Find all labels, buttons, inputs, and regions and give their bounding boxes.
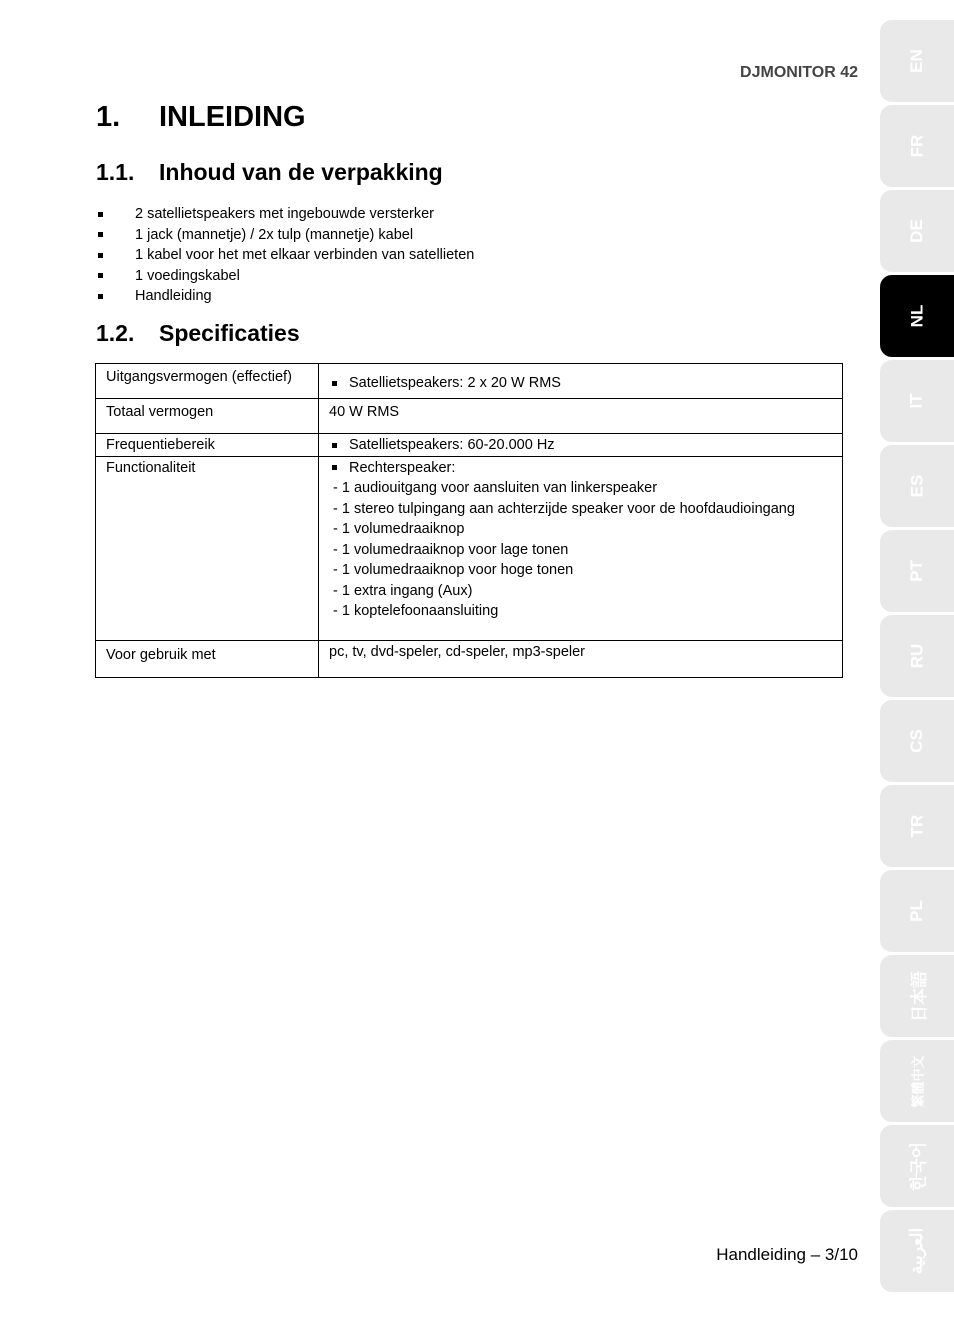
tab-label: ES <box>907 474 926 498</box>
tab-label: العربية <box>907 1227 926 1275</box>
tab-pt[interactable] <box>880 530 954 612</box>
subsection-title: Inhoud van de verpakking <box>159 159 443 185</box>
list-item-text: Handleiding <box>135 288 212 305</box>
tab-label: CS <box>907 729 926 753</box>
spec-label: Totaal vermogen <box>96 399 319 434</box>
tab-en[interactable] <box>880 20 954 102</box>
table-row <box>96 456 843 640</box>
list-item-text: 1 jack (mannetje) / 2x tulp (mannetje) kabel <box>135 226 414 243</box>
bullet-icon <box>98 212 103 217</box>
tab-cs[interactable] <box>880 700 954 782</box>
bullet-icon <box>98 232 103 237</box>
tab-label: TR <box>906 814 926 838</box>
spec-value <box>319 456 843 640</box>
section-number: 1. <box>96 101 121 133</box>
bullet-icon <box>98 253 103 258</box>
tab-label: IT <box>906 393 926 409</box>
spec-label: Voor gebruik met <box>96 640 319 677</box>
list-item-text: 2 satellietspeakers met ingebouwde versterker <box>135 206 435 222</box>
tab-ar[interactable] <box>880 1210 954 1292</box>
tab-label: PL <box>906 900 926 922</box>
spec-value: pc, tv, dvd-speler, cd-speler, mp3-speler <box>319 640 843 677</box>
spec-label: Uitgangsvermogen (effectief) <box>96 364 319 399</box>
tab-nl[interactable] <box>880 275 954 357</box>
subsection-title: Specificaties <box>159 320 300 346</box>
spec-label: Functionaliteit <box>96 456 319 640</box>
subsection-heading-contents <box>96 159 443 186</box>
bullet-icon <box>332 443 337 448</box>
tab-zh[interactable] <box>880 1040 954 1122</box>
bullet-icon <box>98 294 103 299</box>
section-title: INLEIDING <box>159 101 306 133</box>
table-row <box>96 399 843 434</box>
tab-label: 日本語 <box>909 970 929 1022</box>
tab-fr[interactable] <box>880 105 954 187</box>
tab-label: FR <box>906 134 926 158</box>
package-contents-list <box>96 204 474 307</box>
section-heading <box>96 101 306 134</box>
feature-item: - 1 volumedraaiknop voor lage tonen <box>333 541 569 558</box>
tab-label: DE <box>907 219 926 243</box>
tab-label: 한국어 <box>909 1141 929 1191</box>
tab-tr[interactable] <box>880 785 954 867</box>
bullet-icon <box>332 381 337 386</box>
spec-value <box>319 434 843 457</box>
tab-ko[interactable] <box>880 1125 954 1207</box>
feature-item: - 1 volumedraaiknop <box>333 521 465 537</box>
spec-value: 40 W RMS <box>319 399 843 434</box>
table-row <box>96 364 843 399</box>
tab-label: 繁體中文 <box>910 1054 926 1108</box>
product-name: DJMONITOR 42 <box>740 64 858 81</box>
tab-ru[interactable] <box>880 615 954 697</box>
spec-value <box>319 364 843 399</box>
list-item <box>96 225 474 246</box>
feature-item: - 1 extra ingang (Aux) <box>333 582 473 599</box>
subsection-number: 1.2. <box>96 320 135 346</box>
specifications-table <box>95 363 843 678</box>
subsection-number: 1.1. <box>96 159 135 185</box>
spec-value-text: Satellietspeakers: 2 x 20 W RMS <box>349 375 561 391</box>
feature-item: - 1 audiouitgang voor aansluiten van linkerspeaker <box>333 480 658 496</box>
table-row <box>96 434 843 457</box>
tab-it[interactable] <box>880 360 954 442</box>
bullet-icon <box>98 273 103 278</box>
tab-label: EN <box>907 49 926 73</box>
table-row <box>96 640 843 677</box>
page-footer: Handleiding – 3/10 <box>716 1245 858 1264</box>
bullet-icon <box>332 465 337 470</box>
tab-de[interactable] <box>880 190 954 272</box>
spec-value-text: Rechterspeaker: <box>349 459 456 476</box>
tab-label: NL <box>906 304 926 328</box>
list-item-text: 1 kabel voor het met elkaar verbinden van satellieten <box>135 247 475 264</box>
list-item-text: 1 voedingskabel <box>135 267 240 284</box>
tab-label: PT <box>906 560 926 582</box>
tab-ja[interactable] <box>880 955 954 1037</box>
feature-item: - 1 stereo tulpingang aan achterzijde speaker voor de hoofdaudioingang <box>333 500 795 517</box>
feature-item: - 1 volumedraaiknop voor hoge tonen <box>333 562 574 578</box>
list-item <box>96 266 474 287</box>
spec-label: Frequentiebereik <box>96 434 319 457</box>
tab-pl[interactable] <box>880 870 954 952</box>
tab-es[interactable] <box>880 445 954 527</box>
feature-item: - 1 koptelefoonaansluiting <box>333 603 499 619</box>
list-item <box>96 204 474 225</box>
tab-label: RU <box>907 643 926 669</box>
list-item <box>96 286 474 307</box>
list-item <box>96 245 474 266</box>
subsection-heading-specs <box>96 320 300 347</box>
spec-value-text: Satellietspeakers: 60-20.000 Hz <box>349 437 555 453</box>
